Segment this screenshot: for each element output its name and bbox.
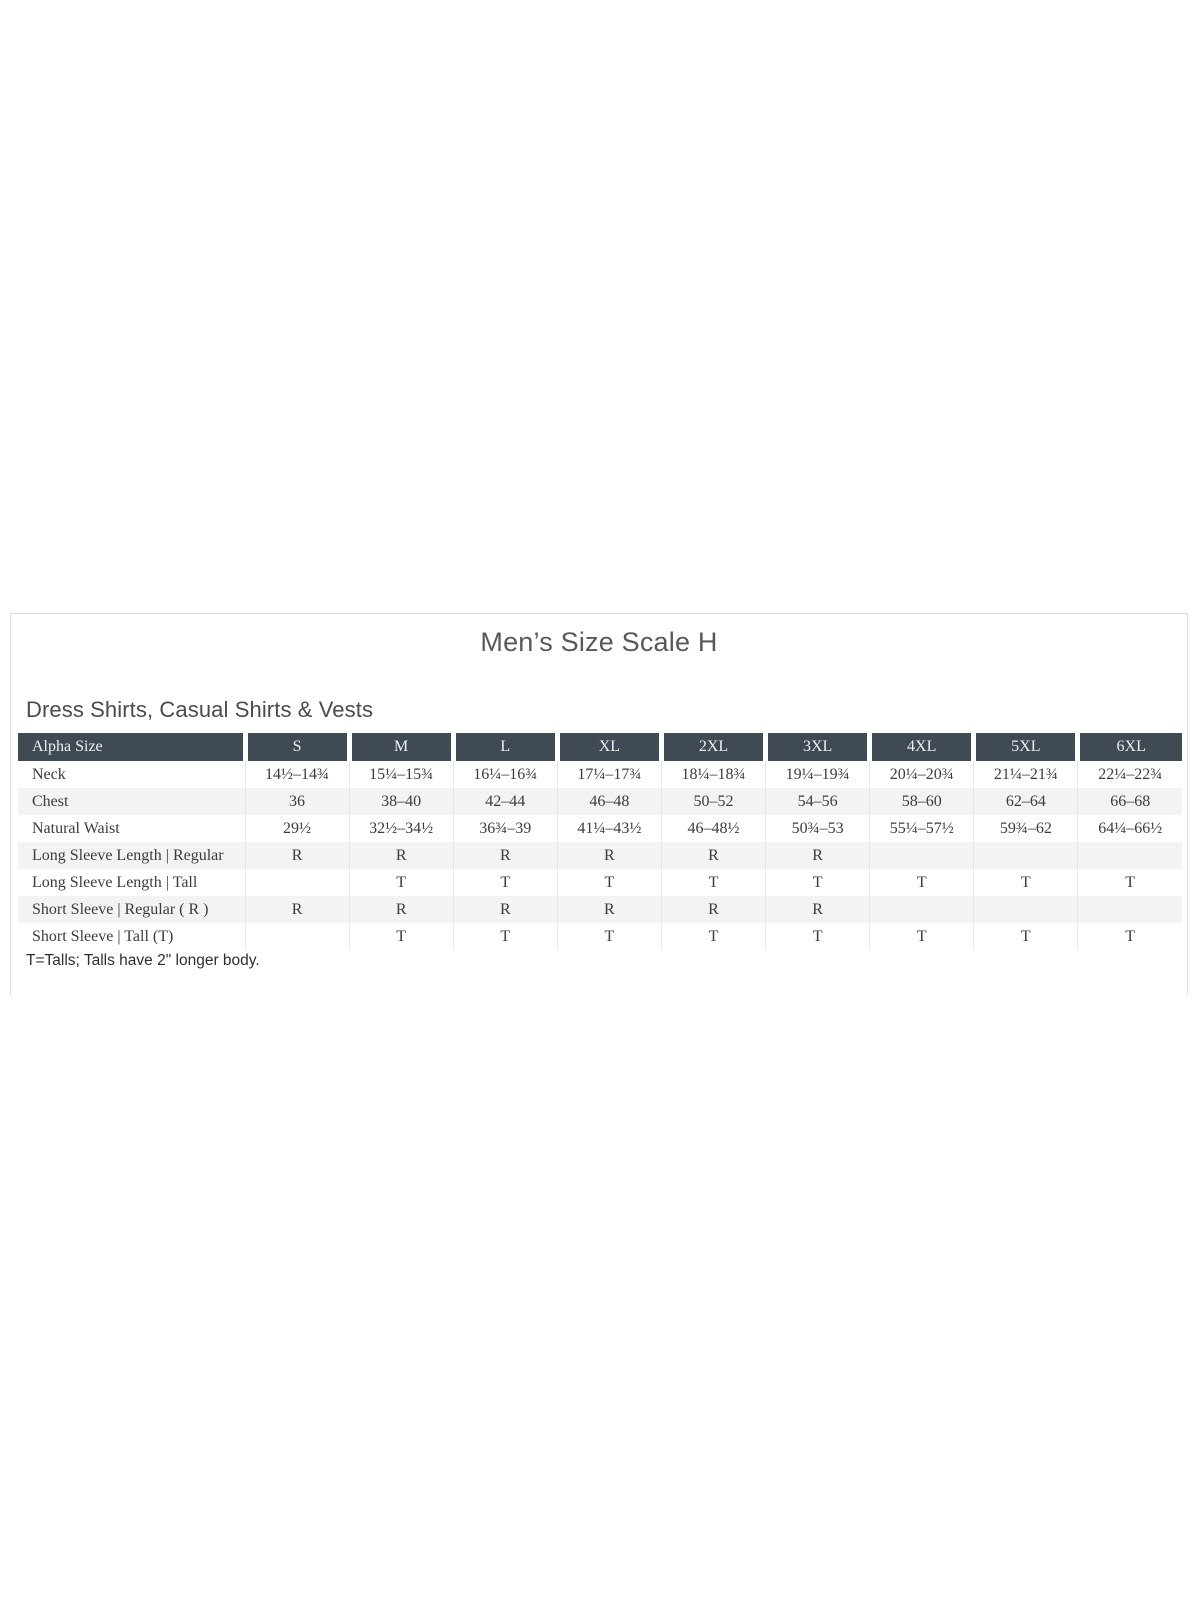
row-label-cell: Long Sleeve Length | Tall (32, 873, 198, 891)
size-cell: R (661, 842, 765, 869)
table-row (18, 761, 1182, 788)
size-cell: 19¼–19¾ (766, 761, 870, 788)
header-row (18, 733, 1182, 761)
size-cell: T (870, 923, 974, 950)
table-row (18, 788, 1182, 815)
size-cell: T (557, 869, 661, 896)
size-cell: 55¼–57½ (870, 815, 974, 842)
table-row (18, 815, 1182, 842)
table-row (18, 842, 1182, 869)
size-cell: T (453, 869, 557, 896)
size-cell: T (766, 869, 870, 896)
size-cell: T (349, 869, 453, 896)
size-cell: T (661, 869, 765, 896)
size-cell: 58–60 (870, 788, 974, 815)
column-header: XL (557, 733, 661, 761)
size-cell: 62–64 (974, 788, 1078, 815)
size-cell: T (453, 923, 557, 950)
column-header: M (349, 733, 453, 761)
size-cell: 36 (245, 788, 349, 815)
row-label-cell: Chest (32, 792, 69, 810)
size-cell: 46–48½ (661, 815, 765, 842)
section-title: Dress Shirts, Casual Shirts & Vests (26, 697, 374, 722)
size-cell: 66–68 (1078, 788, 1182, 815)
size-cell (974, 842, 1078, 869)
size-cell: T (974, 869, 1078, 896)
size-cell: 20¼–20¾ (870, 761, 974, 788)
size-chart-card (10, 613, 1188, 995)
size-cell: T (766, 923, 870, 950)
size-cell: R (245, 842, 349, 869)
row-label-cell: Neck (32, 765, 66, 783)
column-header: 5XL (974, 733, 1078, 761)
size-cell (1078, 842, 1182, 869)
size-cell (870, 842, 974, 869)
size-cell: T (349, 923, 453, 950)
size-cell: T (1078, 869, 1182, 896)
size-cell: 64¼–66½ (1078, 815, 1182, 842)
size-cell: R (766, 896, 870, 923)
size-table (18, 733, 1182, 950)
size-cell: T (974, 923, 1078, 950)
size-cell: 54–56 (766, 788, 870, 815)
size-cell: T (557, 923, 661, 950)
row-label-cell: Short Sleeve | Tall (T) (32, 927, 174, 945)
size-cell (870, 896, 974, 923)
footnote: T=Talls; Talls have 2" longer body. (26, 952, 260, 969)
size-cell (245, 869, 349, 896)
size-cell: R (349, 842, 453, 869)
size-cell: 22¼–22¾ (1078, 761, 1182, 788)
size-table-body (18, 761, 1182, 950)
size-cell: T (661, 923, 765, 950)
table-row (18, 869, 1182, 896)
size-cell: T (1078, 923, 1182, 950)
column-header: 6XL (1078, 733, 1182, 761)
size-cell: R (453, 842, 557, 869)
size-cell: 38–40 (349, 788, 453, 815)
size-cell: 16¼–16¾ (453, 761, 557, 788)
row-label-cell: Natural Waist (32, 819, 120, 837)
size-cell: R (557, 842, 661, 869)
size-cell: 32½–34½ (349, 815, 453, 842)
size-cell: 18¼–18¾ (661, 761, 765, 788)
size-cell (974, 896, 1078, 923)
column-header: L (453, 733, 557, 761)
column-header: 2XL (661, 733, 765, 761)
size-cell: R (453, 896, 557, 923)
size-cell (245, 923, 349, 950)
size-cell: 42–44 (453, 788, 557, 815)
size-cell: T (870, 869, 974, 896)
size-table-header (18, 733, 1182, 761)
column-header: S (245, 733, 349, 761)
table-row (18, 923, 1182, 950)
size-cell: 14½–14¾ (245, 761, 349, 788)
size-cell: 46–48 (557, 788, 661, 815)
size-cell: R (766, 842, 870, 869)
size-cell: 36¾–39 (453, 815, 557, 842)
size-cell: 50–52 (661, 788, 765, 815)
size-cell: 50¾–53 (766, 815, 870, 842)
size-cell: 21¼–21¾ (974, 761, 1078, 788)
row-label-column-header: Alpha Size (18, 733, 245, 761)
size-cell: 59¾–62 (974, 815, 1078, 842)
page-title: Men’s Size Scale H (480, 627, 718, 657)
size-cell: 29½ (245, 815, 349, 842)
size-cell: 41¼–43½ (557, 815, 661, 842)
size-cell: R (245, 896, 349, 923)
row-label-cell: Long Sleeve Length | Regular (32, 846, 224, 864)
column-header: 4XL (870, 733, 974, 761)
column-header: 3XL (766, 733, 870, 761)
row-label-cell: Short Sleeve | Regular ( R ) (32, 900, 209, 918)
size-cell (1078, 896, 1182, 923)
size-cell: R (557, 896, 661, 923)
size-cell: R (661, 896, 765, 923)
size-cell: 15¼–15¾ (349, 761, 453, 788)
size-cell: 17¼–17¾ (557, 761, 661, 788)
table-row (18, 896, 1182, 923)
size-cell: R (349, 896, 453, 923)
